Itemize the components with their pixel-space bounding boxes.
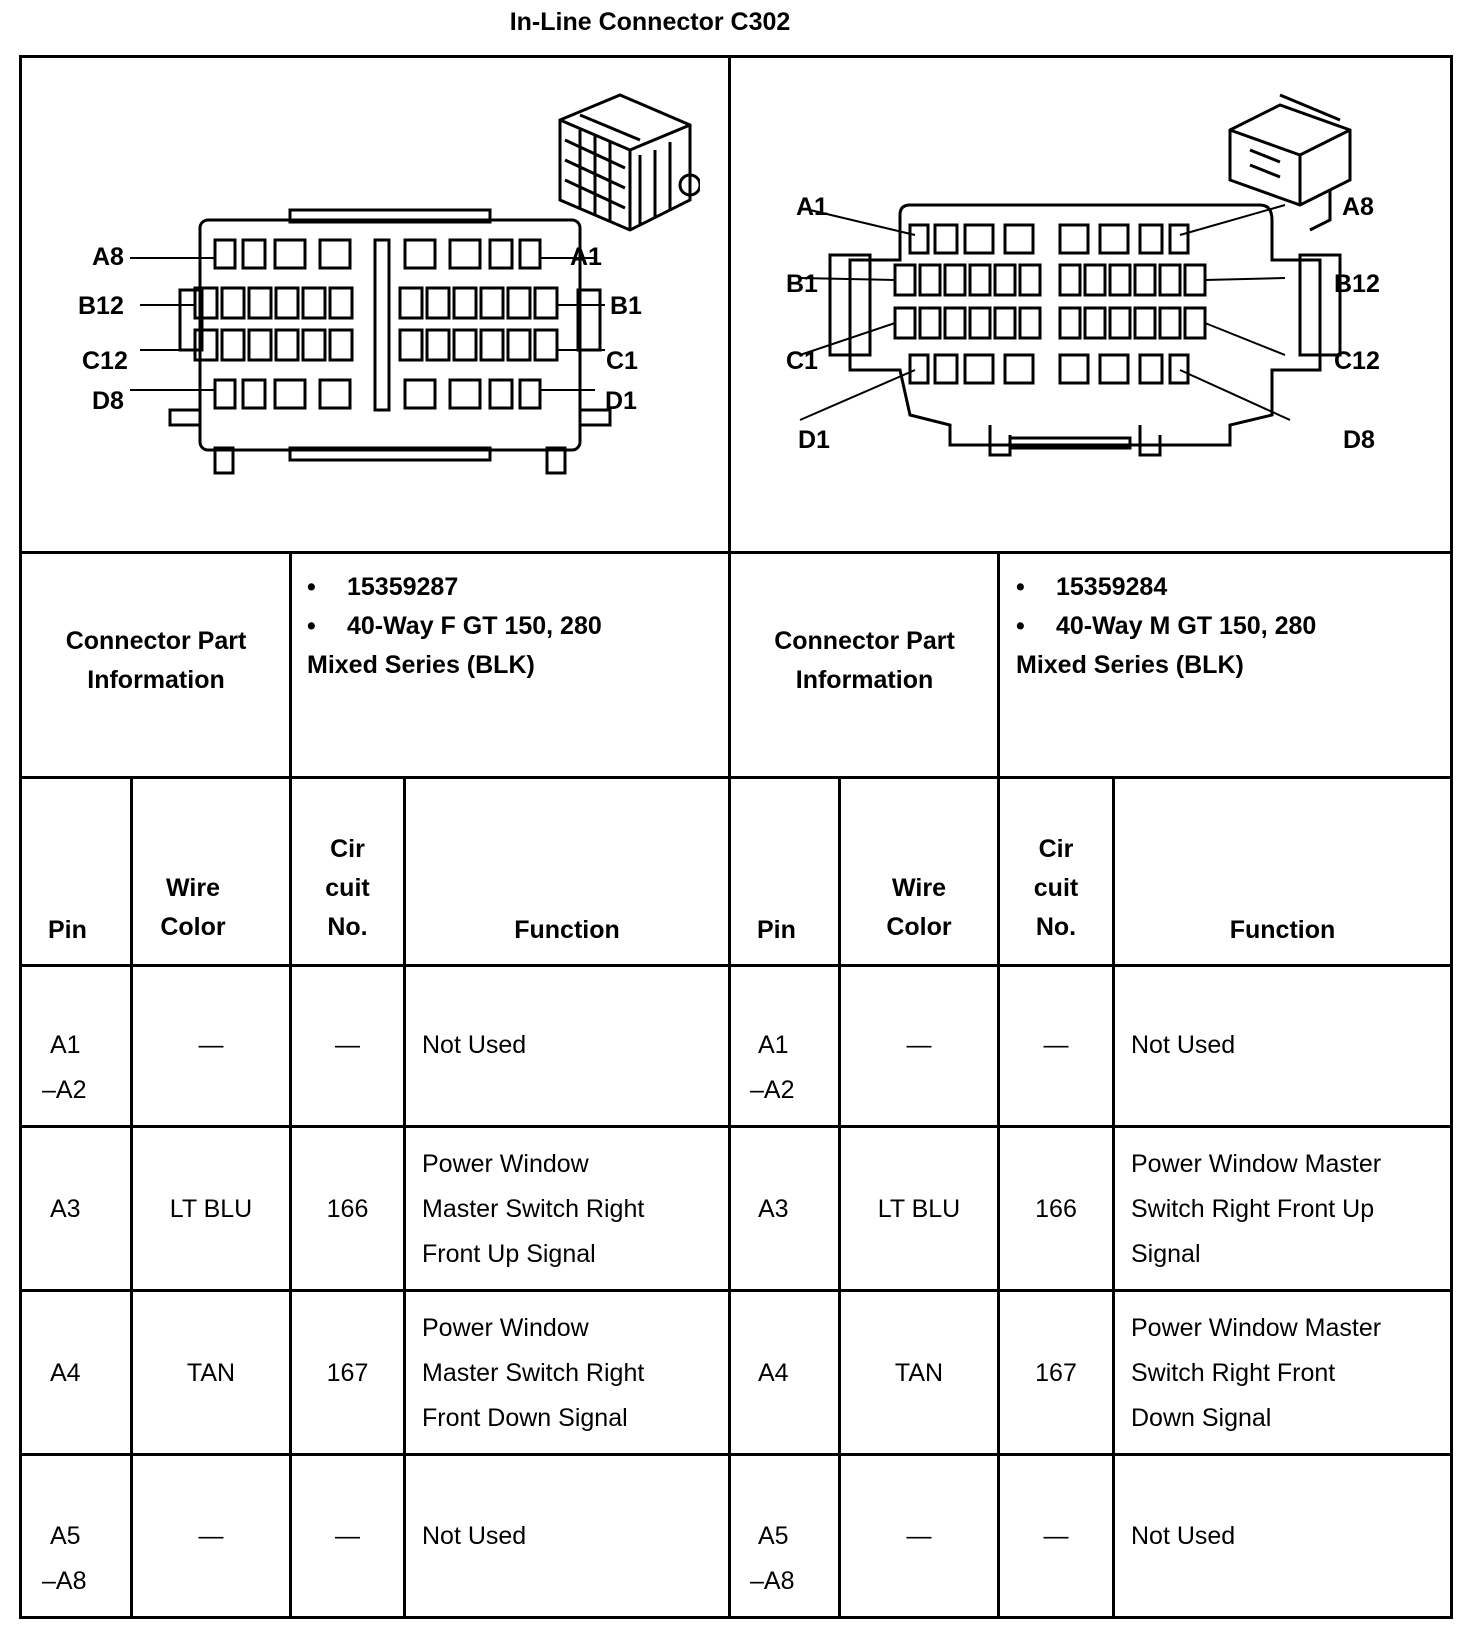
- center-divider: [728, 55, 731, 1619]
- left-circuit-cell: —: [335, 1522, 360, 1550]
- right-header-circuit: Cir cuit No.: [1033, 835, 1079, 941]
- right-circuit-cell: —: [1043, 1522, 1069, 1550]
- left-part-series: Mixed Series (BLK): [307, 651, 535, 679]
- right-part-series: Mixed Series (BLK): [1016, 651, 1244, 679]
- right-function-cell: Not Used: [1131, 1031, 1236, 1059]
- right-wire-color-cell: —: [906, 1522, 932, 1550]
- table-row: A5 –A8: [750, 1522, 795, 1595]
- right-wire-color-cell: LT BLU: [877, 1195, 961, 1223]
- right-function-cell: Power Window Master Switch Right Front Down Signal: [1131, 1314, 1382, 1432]
- right-label-b12: B12: [1334, 270, 1380, 298]
- right-row-b-cavities: [895, 265, 1205, 295]
- row-divider-r1: [19, 1125, 1453, 1128]
- left-wire-color-cell: LT BLU: [169, 1195, 253, 1223]
- row-divider-r2: [19, 1289, 1453, 1292]
- left-circuit-cell: 167: [326, 1359, 369, 1387]
- left-header-wire-color: Wire Color: [160, 874, 226, 941]
- row-divider-diagram: [19, 551, 1453, 554]
- left-function-cell: Power Window Master Switch Right Front Down Signal: [422, 1314, 645, 1432]
- table-row: A1 –A2: [750, 1031, 795, 1104]
- table-row: A1 –A2: [42, 1031, 87, 1104]
- right-label-a1: A1: [796, 193, 828, 221]
- left-label-b12: B12: [78, 292, 124, 320]
- left-wire-color-cell: —: [198, 1031, 224, 1059]
- left-row-a-cavities: [215, 240, 540, 268]
- right-label-c1: C1: [786, 347, 818, 375]
- left-header-pin: Pin: [48, 916, 87, 944]
- left-label-c1: C1: [606, 347, 638, 375]
- right-label-d1: D1: [798, 426, 830, 454]
- table-row: A3: [50, 1195, 81, 1223]
- table-row: A5 –A8: [42, 1522, 87, 1595]
- right-function-cell: Power Window Master Switch Right Front Up Signal: [1131, 1150, 1382, 1268]
- left-function-cell: Not Used: [422, 1031, 527, 1059]
- left-row-d-cavities: [215, 380, 540, 408]
- left-wire-color-cell: —: [198, 1522, 224, 1550]
- right-part-info: • 15359284 • 40-Way M GT 150, 280 Mixed Series (BLK): [1016, 568, 1446, 685]
- page-title: In-Line Connector C302: [509, 8, 791, 36]
- right-wire-color-cell: —: [906, 1031, 932, 1059]
- right-header-wire-color: Wire Color: [886, 874, 952, 941]
- partinfo-divider-right: [997, 551, 1000, 1619]
- right-part-description: 40-Way M GT 150, 280: [1056, 612, 1317, 640]
- left-label-c12: C12: [82, 347, 128, 375]
- left-label-a1: A1: [570, 243, 602, 271]
- right-circuit-cell: 167: [1035, 1359, 1077, 1387]
- row-divider-r3: [19, 1453, 1453, 1456]
- left-function-cell: Power Window Master Switch Right Front Up Signal: [422, 1150, 645, 1268]
- left-circuit-cell: 166: [326, 1195, 369, 1223]
- left-function-cell: Not Used: [422, 1522, 527, 1550]
- left-wire-color-cell: TAN: [186, 1359, 236, 1387]
- partinfo-divider-left: [289, 551, 292, 1619]
- right-row-a-cavities: [910, 225, 1188, 253]
- row-divider-partinfo: [19, 776, 1453, 779]
- table-row: A4: [758, 1359, 789, 1387]
- right-circuit-cell: —: [1043, 1031, 1069, 1059]
- right-row-d-cavities: [910, 355, 1188, 383]
- left-circuit-cell: —: [335, 1031, 360, 1059]
- row-divider-header: [19, 964, 1453, 967]
- right-label-d8: D8: [1343, 426, 1375, 454]
- right-label-b1: B1: [786, 270, 818, 298]
- right-label-c12: C12: [1334, 347, 1380, 375]
- right-label-a8: A8: [1342, 193, 1374, 221]
- right-part-number: 15359284: [1056, 573, 1168, 601]
- left-connector-diagram: [60, 80, 700, 510]
- right-header-pin: Pin: [757, 916, 796, 944]
- left-part-info: • 15359287 • 40-Way F GT 150, 280 Mixed Series (BLK): [307, 568, 727, 685]
- right-header-function: Function: [1229, 916, 1336, 944]
- right-connector-3d-icon: [1230, 95, 1350, 230]
- col-divider-r3: [1112, 776, 1115, 1619]
- left-part-number: 15359287: [347, 573, 459, 601]
- left-label-d8: D8: [92, 387, 124, 415]
- right-circuit-cell: 166: [1035, 1195, 1077, 1223]
- left-label-b1: B1: [610, 292, 642, 320]
- left-part-description: 40-Way F GT 150, 280: [347, 612, 602, 640]
- left-header-function: Function: [514, 916, 620, 944]
- right-wire-color-cell: TAN: [894, 1359, 944, 1387]
- right-row-c-cavities: [895, 308, 1205, 338]
- col-divider-l3: [403, 776, 406, 1619]
- table-row: A3: [758, 1195, 789, 1223]
- right-part-info-label: Connector Part Information: [774, 627, 955, 694]
- table-row: A4: [50, 1359, 81, 1387]
- left-label-a8: A8: [92, 243, 124, 271]
- left-header-circuit: Cir cuit No.: [325, 835, 370, 941]
- left-connector-3d-icon: [560, 95, 700, 230]
- right-function-cell: Not Used: [1131, 1522, 1236, 1550]
- left-part-info-label: Connector Part Information: [65, 627, 247, 694]
- left-label-d1: D1: [605, 387, 637, 415]
